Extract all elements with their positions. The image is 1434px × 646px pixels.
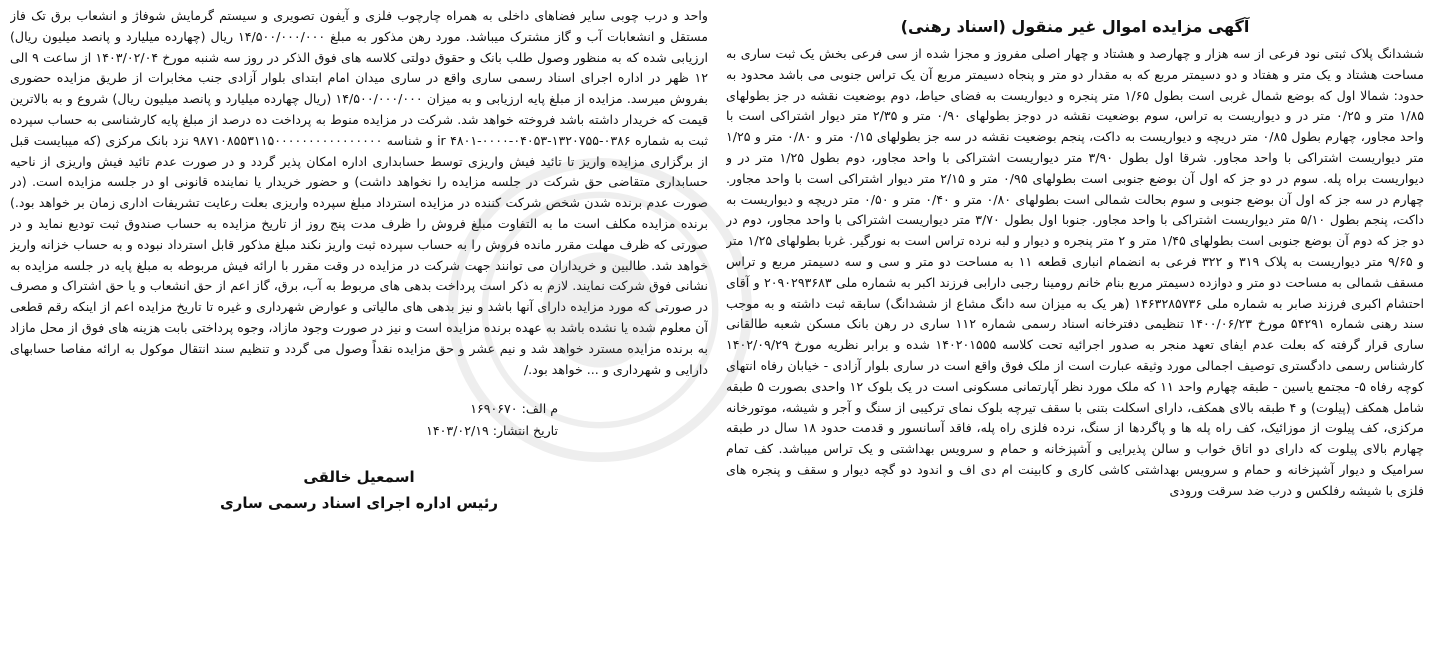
publish-date: تاریخ انتشار: ۱۴۰۳/۰۲/۱۹: [426, 423, 558, 439]
signer-role: رئیس اداره اجرای اسناد رسمی ساری: [219, 494, 499, 513]
notice-meta: [10, 398, 708, 442]
notice-title: آگهی مزایده اموال غیر منقول (اسناد رهنی): [900, 17, 1250, 36]
notice-body-part-1: ششدانگ پلاک ثبتی نود فرعی از سه هزار و چهارصد و هشتاد و چهار اصلی مفروز و مجزا شده از سی فرعی بخش یک ثبت ساری به مساحت هشتاد و یک متر و هفتاد و دو دسیمتر مربع که به مقدار دو متر و پنجاه دسیمتر مربع آن یک تراس جنوبی می باشد محدود به حدود: شمالا اول که بوضع شمال غربی است بطول ۱/۶۵ متر پنجره و دیواریست به فضای حیاط، دوم بوضعیت نقشه در جز بطولهای ۱/۸۵ متر و ۰/۲۵ متر در و دیواریست به تراس، سوم بوضعیت نقشه در دوجز بطولهای ۰/۹۰ متر و ۲/۳۵ متر دیوار اشتراکی است با واحد مجاور، چهارم بطول ۰/۸۵ متر دریچه و دیواریست به داکت، پنجم بوضعیت نقشه در سه جز بطولهای ۰/۱۵ متر و ۰/۸۰ متر و ۱/۲۵ متر دیواریست اشتراکی با واحد مجاور. شرقا اول بطول ۳/۹۰ متر دیواریست اشتراکی با واحد مجاور، دوم بطول ۱/۲۵ متر در و دیواریست براه پله. سوم در دو جز که اول آن بوضع جنوبی است بطولهای ۰/۹۵ متر و ۲/۱۵ متر دیوار اشتراکی است با واحد مجاور. چهارم در سه جز که اول آن بوضع جنوبی و سوم بحالت شمالی است بطولهای ۰/۸۰ متر و ۰/۴۰ متر و ۰/۵۰ متر دریچه و دیواریست به داکت، پنجم بطول ۵/۱۰ متر دیواریست اشتراکی با واحد مجاور. جنوبا اول بطول ۳/۷۰ متر دیواریست اشتراکی با واحد مجاور، دوم در دو جز که دوم آن بوضع جنوبی است بطولهای ۱/۴۵ متر و ۲ متر پنجره و دیوار و لبه نرده تراس است به نورگیر. غربا بطولهای ۱/۲۵ متر و ۹/۶۵ متر دیواریست به پلاک ۳۱۹ و ۳۲۲ فرعی به انضمام انباری قطعه ۱۱ به مساحت دو متر و سی و سه دسیمتر مربع و تراس مسقف شمالی به مساحت دو متر و دوازده دسیمتر مربع بنام خانم رومینا رجبی دارابی فرزند اکبر به شماره ملی ۲۰۹۰۲۹۳۶۸۳ و آقای احتشام اکبری فرزند صابر به شماره ملی ۱۴۶۳۲۸۵۷۳۶ (هر یک به میزان سه دانگ مشاع از ششدانگ) سابقه ثبت داشته و به موجب سند رهنی شماره ۵۴۲۹۱ مورخ ۱۴۰۰/۰۶/۲۳ تنظیمی دفترخانه اسناد رسمی شماره ۱۱۲ ساری در رهن بانک مسکن شعبه طالقانی ساری قرار گرفته که بعلت عدم ایفای تعهد منجر به صدور اجرائیه تحت کلاسه ۱۴۰۲۰۱۵۵۵ شده و برابر نظریه مورخ ۱۴۰۲/۰۹/۲۹ کارشناس رسمی دادگستری توصیف اجمالی مورد وثیقه عبارت است از ملک فوق واقع است در ساری بلوار آزادی - خیابان رفاه انتهای کوچه رفاه ۵- مجتمع یاسین - طبقه چهارم واحد ۱۱ که ملک مورد نظر آپارتمانی مسکونی است در یک بلوک ۱۲ واحدی بصورت ۵ طبقه شامل همکف (پیلوت) و ۴ طبقه بالای همکف، دارای اسکلت بتنی با سقف تیرچه بلوک نمای ترکیبی از سنگ و آجر و شیشه، موتورخانه مرکزی، کف پیلوت از موزائیک، کف راه پله ها و پاگردها از سنگ، نرده فلزی راه پله، فاقد آسانسور و قدمت حدود ۱۸ سال در طبقه چهارم بالای پیلوت که دارای دو اتاق خواب و سالن پذیرایی و آشپزخانه و حمام و سرویس بهداشتی و یک تراس میباشد. کف تمام سرامیک و دیوار آشپزخانه و حمام و سرویس بهداشتی کاشی کاری و کابینت ام دی اف و اندود دو گچه دیوار و سقف و پنجره های فلزی با شیشه رفلکس و درب ضد سرقت ورودی: [726, 46, 1424, 498]
notice-left-column: [10, 6, 708, 642]
signature-block: [10, 464, 708, 516]
signer-name: اسمعیل خالقی: [303, 468, 415, 487]
reference-number: م الف: ۱۶۹۰۶۷۰: [470, 401, 558, 417]
notice-columns: [10, 6, 1424, 642]
notice-body-part-2: واحد و درب چوبی سایر فضاهای داخلی به همراه چارچوب فلزی و آیفون تصویری و سیستم گرمایش شوفاژ و انشعاب برق تک فاز مستقل و انشعابات آب و گاز مشترک میباشد. مورد رهن مذکور به مبلغ ۱۴/۵۰۰/۰۰۰/۰۰۰ ریال (چهارده میلیارد و پانصد میلیون ریال) ارزیابی شده که به منظور وصول طلب بانک و حقوق دولتی کلاسه های فوق الذکر در روز سه شنبه مورخ ۱۴۰۳/۰۲/۰۴ از ساعت ۹ الی ۱۲ ظهر در اداره اجرای اسناد رسمی ساری واقع در ساری میدان امام ابتدای بلوار آزادی جنب مخابرات از طریق مزایده حضوری بفروش میرسد. مزایده از مبلغ پایه ارزیابی و به میزان ۱۴/۵۰۰/۰۰۰/۰۰۰ (ریال چهارده میلیارد و پانصد میلیون ریال) شروع و به بالاترین قیمت که خریدار داشته باشد فروخته خواهد شد. شرکت در مزایده منوط به پرداخت ده درصد از مبلغ پایه کارشناسی به حساب سپرده ثبت به شماره ۰۳۸۶-۱۳۲۰۷۵۵-۰۴۰۵۳-۰۰۰۰-۴۸۰۱ ir و شناسه ۹۸۷۱۰۸۵۵۳۱۱۵۰۰۰۰۰۰۰۰۰۰۰۰۰۰۰۰ نزد بانک مرکزی (که میبایست قبل از برگزاری مزایده واریز تا تائید فیش واریزی توسط حسابداری اداره امکان پذیر گردد و در صورت عدم تائید فیش واریزی از ناحیه حسابداری متقاضی حق شرکت در جلسه مزایده را نخواهد داشت) و حضور خریدار یا نماینده قانونی او در جلسه مزایده است. (در صورت عدم برنده شدن شخص شرکت کننده در مزایده استرداد مبلغ سپرده واریزی بعلت رعایت تشریفات اداری زمان بر خواهد بود.) برنده مزایده مکلف است ما به التفاوت مبلغ فروش را ظرف مدت پنج روز از تاریخ مزایده به حساب صندوق ثبت توديع نمايد و در صورتی که ظرف مهلت مقرر مانده فروش را به حساب سپرده ثبت واریز نکند مبلغ مذکور قابل استرداد نبوده و به حساب خزانه واریز خواهد شد. طالبین و خریداران می توانند جهت شرکت در مزایده در وقت مقرر با ارائه فیش مربوطه به مبلغ پایه در جلسه مزایده به نشانی فوق شرکت نمایند. لازم به ذکر است پرداخت بدهی های مربوط به آب، برق، گاز اعم از حق انشعاب و یا حق اشتراک و مصرف در صورتی که مورد مزایده دارای آنها باشد و نیز بدهی های مالیاتی و عوارض شهرداری و غیره تا تاریخ مزایده اعم از اینکه رقم قطعی آن معلوم شده یا نشده باشد به عهده برنده مزایده است و نیز در صورت وجود مازاد، وجوه پرداختی بابت هزینه های فوق از محل مازاد به برنده مزایده مسترد خواهد شد و نیم عشر و حق مزایده نقداً وصول می گردد و تنظیم سند انتقال موکول به ارائه مفاصا حسابهای دارایی و شهرداری و ... خواهد بود./: [10, 8, 708, 377]
notice-right-column: [726, 6, 1424, 642]
